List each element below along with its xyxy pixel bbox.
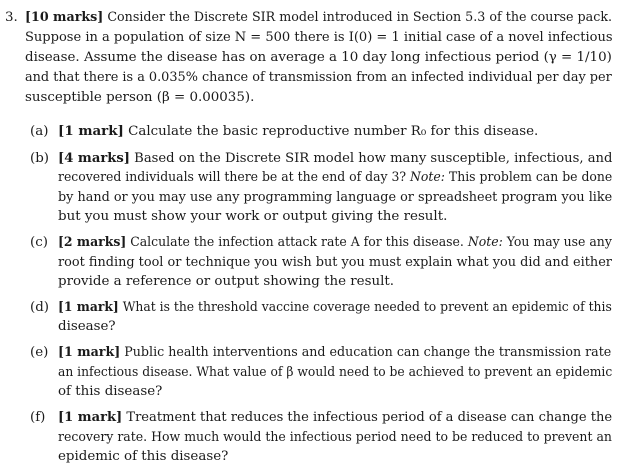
question-number: 3. — [5, 10, 18, 25]
part-f-line-1: [1 mark] Treatment that reduces the infectious period of a disease can change the — [58, 409, 613, 425]
question-line-5: susceptible person (β = 0.00035). — [25, 90, 255, 105]
part-c-line-2: root finding tool or technique you wish but you must explain what you did and either — [58, 255, 612, 270]
part-f-line-2: recovery rate. How much would the infectious period need to be reduced to prevent an — [58, 430, 612, 445]
question-marks: [10 marks] — [25, 9, 104, 25]
question-line-3: disease. Assume the disease has on average a 10 day long infectious period (γ = 1/10) — [25, 50, 612, 65]
part-c-label: (c) — [30, 235, 48, 250]
part-e-label: (e) — [30, 345, 49, 360]
part-d-label: (d) — [30, 300, 50, 315]
part-f-label: (f) — [30, 410, 46, 425]
part-b-label: (b) — [30, 151, 50, 166]
question-line-4: and that there is a 0.035% chance of transmission from an infected individual per day per — [25, 70, 612, 85]
question-line-2: Suppose in a population of size N = 500 there is I(0) = 1 initial case of a novel infectious — [25, 30, 613, 45]
part-e-line-3: of this disease? — [58, 384, 163, 399]
question-line-1: [10 marks] Consider the Discrete SIR model introduced in Section 5.3 of the course pack. — [25, 9, 613, 25]
part-c-line-1: [2 marks] Calculate the infection attack rate A for this disease. Note: You may use any — [58, 234, 612, 250]
part-b-line-2: recovered individuals will there be at the end of day 3? Note: This problem can be done — [58, 170, 613, 185]
part-c-line-3: provide a reference or output showing the result. — [58, 274, 395, 289]
part-e-line-2: an infectious disease. What value of β would need to be achieved to prevent an epidemic — [58, 365, 613, 380]
part-a-label: (a) — [30, 124, 49, 139]
part-b-line-4: but you must show your work or output giving the result. — [58, 209, 448, 224]
part-a-line-1: [1 mark] Calculate the basic reproductive number R₀ for this disease. — [58, 123, 539, 139]
part-b-line-3: by hand or you may use any programming language or spreadsheet program you like — [58, 190, 613, 205]
part-f-line-3: epidemic of this disease? — [58, 449, 229, 464]
part-d-line-1: [1 mark] What is the threshold vaccine coverage needed to prevent an epidemic of this — [58, 299, 612, 315]
part-d-line-2: disease? — [58, 319, 116, 334]
part-e-line-1: [1 mark] Public health interventions and education can change the transmission rate — [58, 344, 612, 360]
part-b-line-1: [4 marks] Based on the Discrete SIR model how many susceptible, infectious, and — [58, 150, 613, 166]
